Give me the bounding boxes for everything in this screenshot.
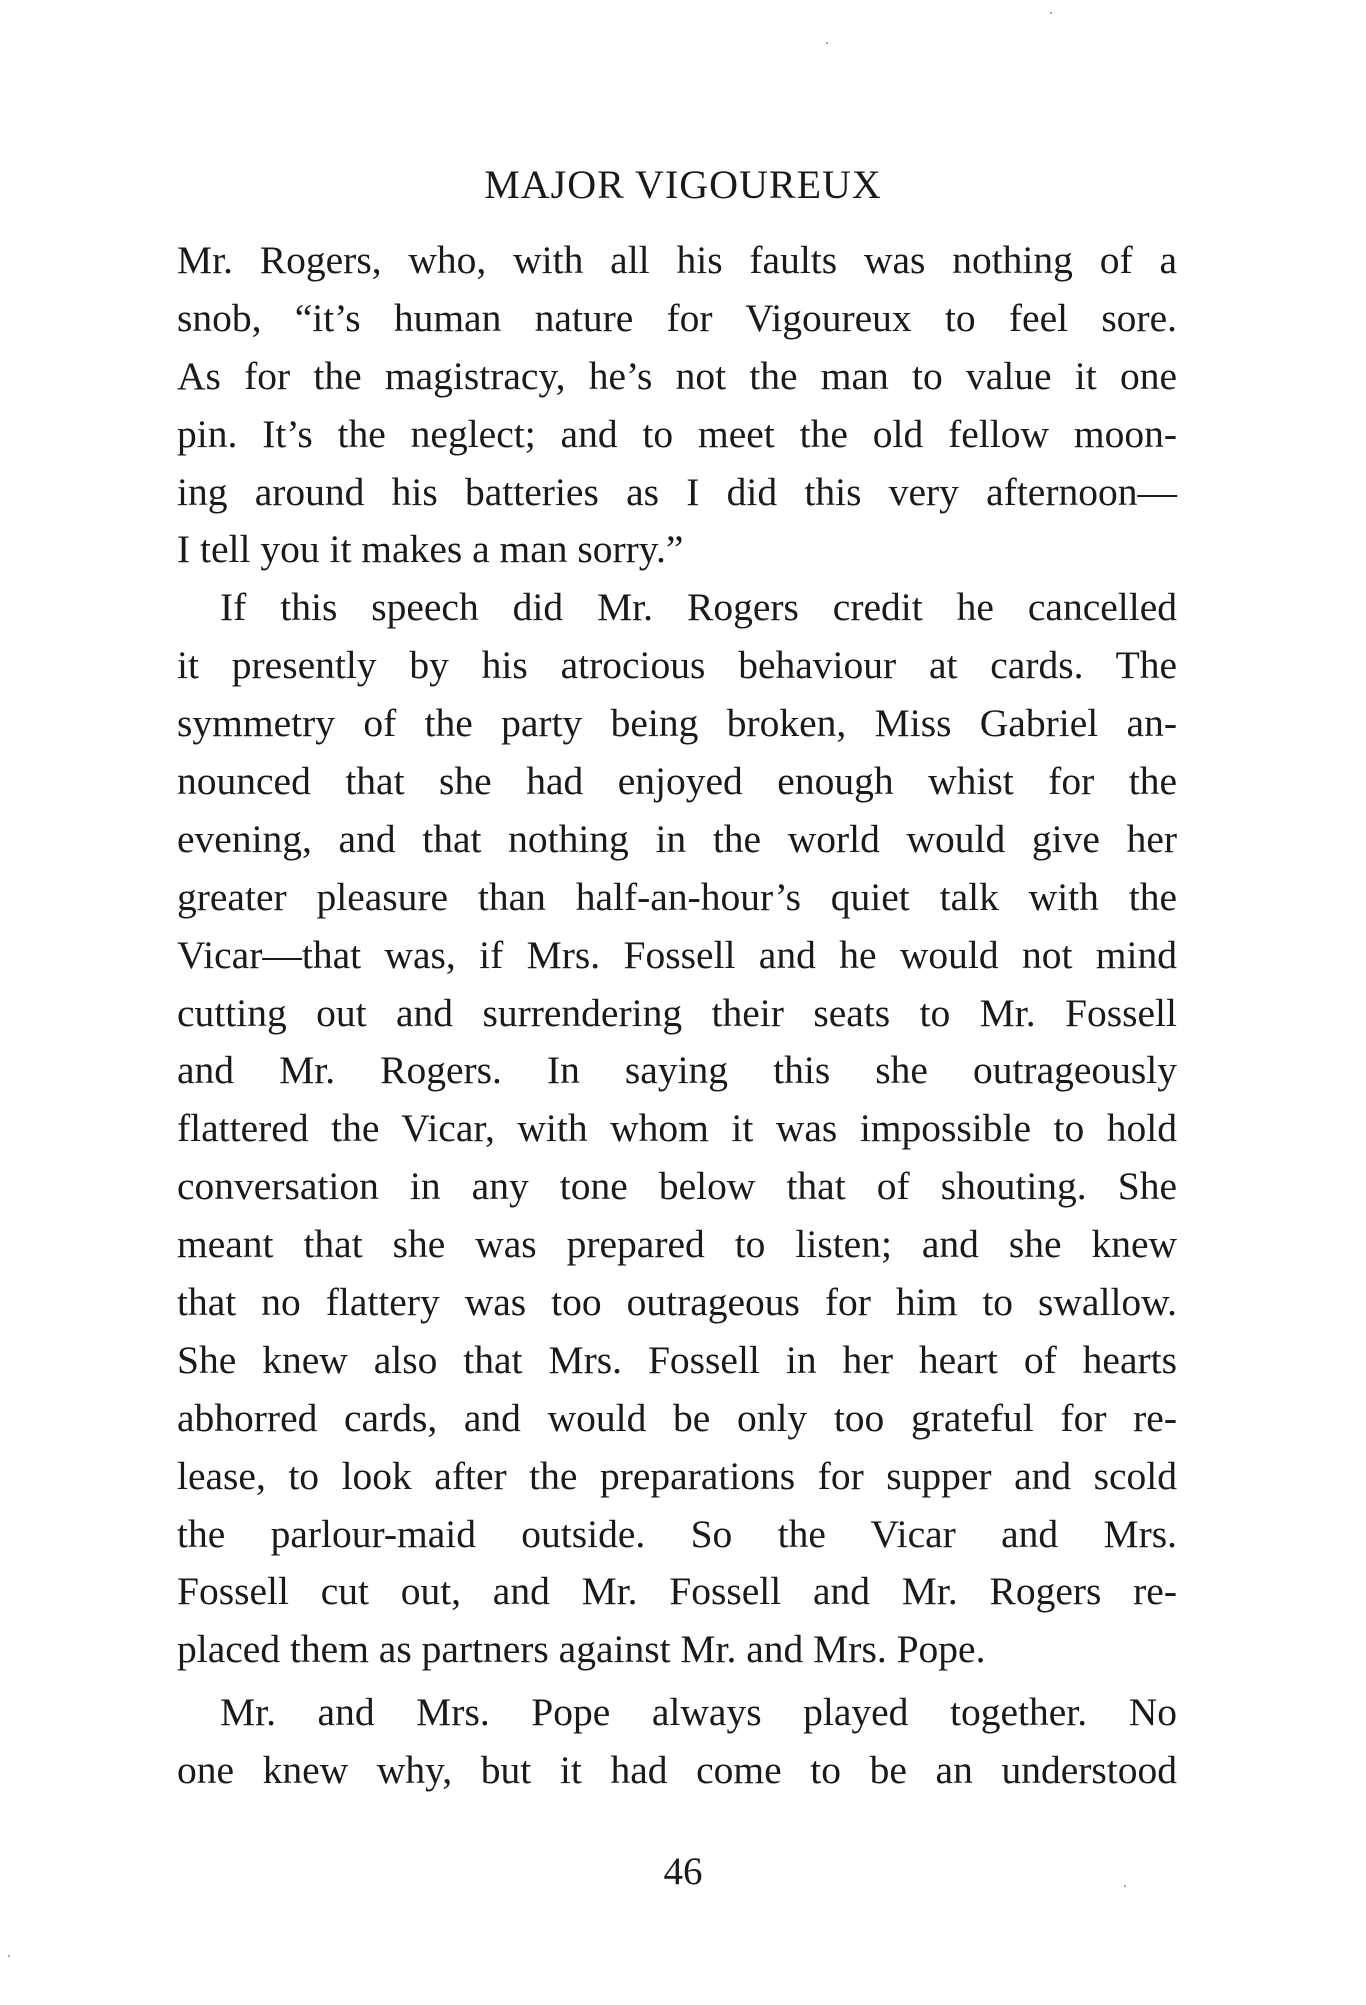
text-line: cutting out and surrendering their seats to Mr. Fossell [177, 990, 1177, 1035]
text-line: nounced that she had enjoyed enough whist for the [177, 759, 1177, 804]
text-line: lease, to look after the preparations for supper and scold [177, 1453, 1177, 1498]
text-line: Vicar—that was, if Mrs. Fossell and he would not mind [177, 932, 1177, 977]
text-line: that no flattery was too outrageous for him to swallow. [177, 1280, 1177, 1325]
text-line: meant that she was prepared to listen; and she knew [177, 1222, 1177, 1267]
text-line: I tell you it makes a man sorry.” [177, 527, 684, 572]
text-line: abhorred cards, and would be only too grateful for re- [177, 1395, 1177, 1440]
text-line: Fossell cut out, and Mr. Fossell and Mr. Rogers re- [177, 1569, 1177, 1614]
paragraph [177, 232, 1177, 579]
page-number: 46 [663, 1850, 703, 1893]
text-line: one knew why, but it had come to be an understood [177, 1748, 1177, 1793]
text-line: Mr. and Mrs. Pope always played together. No [220, 1690, 1177, 1735]
text-line: As for the magistracy, he’s not the man to value it one [177, 353, 1177, 398]
text-line: Mr. Rogers, who, with all his faults was nothing of a [177, 238, 1177, 282]
body-text [177, 232, 1177, 1800]
text-line: greater pleasure than half-an-hour’s quiet talk with the [177, 874, 1177, 919]
text-line: She knew also that Mrs. Fossell in her heart of hearts [177, 1337, 1177, 1382]
text-line: conversation in any tone below that of shouting. She [177, 1164, 1177, 1209]
scan-speck [826, 42, 828, 44]
text-line: placed them as partners against Mr. and Mrs. Pope. [177, 1627, 986, 1672]
text-line: ing around his batteries as I did this very afternoon— [177, 469, 1177, 514]
paragraph [177, 579, 1177, 1679]
text-line: and Mr. Rogers. In saying this she outrageously [177, 1048, 1177, 1093]
text-line: If this speech did Mr. Rogers credit he cancelled [220, 585, 1177, 630]
text-line: flattered the Vicar, with whom it was impossible to hold [177, 1106, 1177, 1151]
scan-speck [8, 1955, 10, 1957]
text-line: evening, and that nothing in the world would give her [177, 816, 1177, 861]
text-line: snob, “it’s human nature for Vigoureux to feel sore. [177, 295, 1177, 340]
text-line: it presently by his atrocious behaviour at cards. The [177, 643, 1177, 688]
running-head: MAJOR VIGOUREUX [484, 162, 882, 207]
text-line: the parlour-maid outside. So the Vicar and Mrs. [177, 1511, 1177, 1556]
scan-speck [1124, 1885, 1126, 1887]
text-line: symmetry of the party being broken, Miss Gabriel an- [177, 701, 1177, 746]
text-line: pin. It’s the neglect; and to meet the old fellow moon- [177, 411, 1177, 456]
scan-speck [1050, 12, 1052, 14]
paragraph [177, 1684, 1177, 1800]
